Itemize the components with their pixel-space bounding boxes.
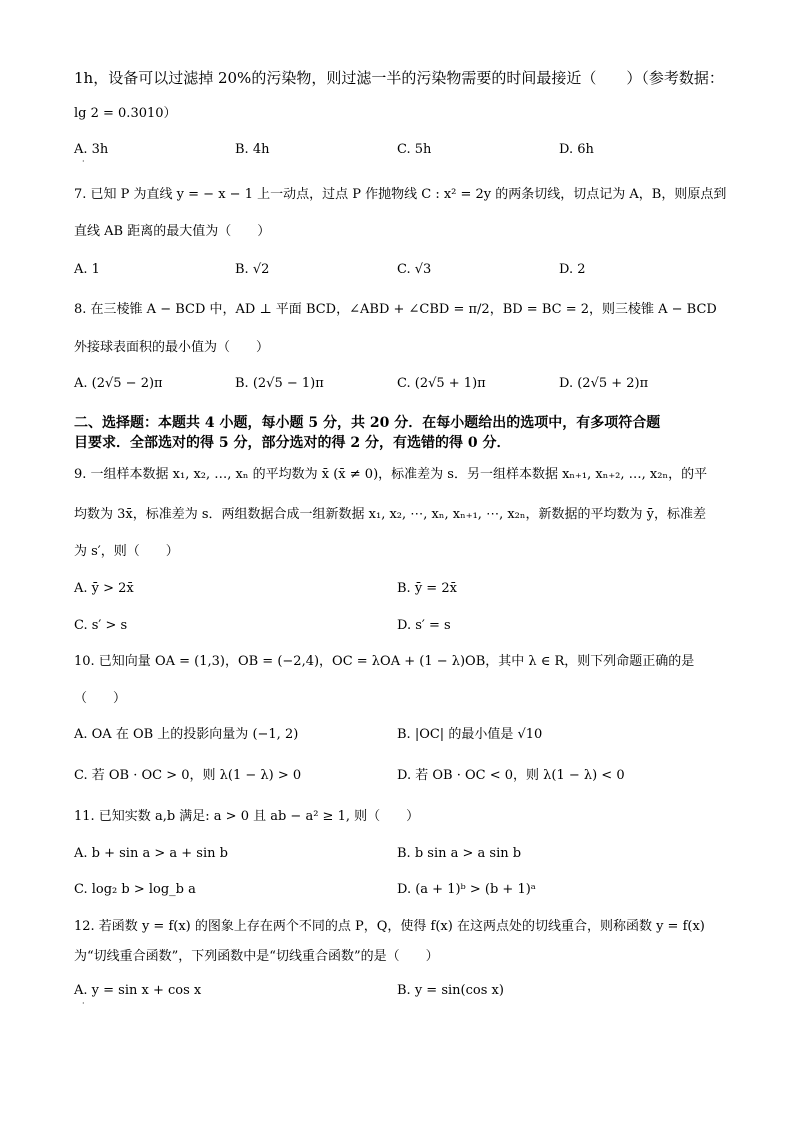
q12-option-b: B. y = sin(cos x) (397, 983, 504, 998)
q7-stem-line2: 直线 AB 距离的最大值为（ ） (74, 224, 271, 239)
q10-stem-line2: （ ） (74, 691, 127, 706)
q8-option-b: B. (2√5 − 1)π (235, 376, 324, 391)
q9-option-a: A. ȳ > 2x̄ (74, 581, 134, 596)
q9-stem-line2: 均数为 3x̄，标准差为 s．两组数据合成一组新数据 x₁, x₂, ⋯, xₙ, xₙ₊₁, ⋯, x₂ₙ，新数据的平均数为 ȳ，标准差 (74, 507, 706, 522)
q9-stem-line3: 为 s′，则（ ） (74, 544, 179, 559)
q7-option-a: A. 1 (74, 262, 100, 277)
marker-dot: · (82, 157, 85, 166)
q11-option-b: B. b sin a > a sin b (397, 846, 522, 861)
q11-stem-line1: 11. 已知实数 a,b 满足: a > 0 且 ab − a² ≥ 1, 则（ ） (74, 809, 420, 824)
marker-dot: · (82, 999, 85, 1008)
q7-option-d: D. 2 (559, 262, 586, 277)
q8-option-d: D. (2√5 + 2)π (559, 376, 649, 391)
q6-option-a: A. 3h (74, 142, 109, 157)
q12-stem-line2: 为“切线重合函数”，下列函数中是“切线重合函数”的是（ ） (74, 949, 439, 964)
q6-stem-line2: lg 2 = 0.3010） (74, 106, 177, 121)
q9-stem-line1: 9. 一组样本数据 x₁, x₂, …, xₙ 的平均数为 x̄ (x̄ ≠ 0)，标准差为 s．另一组样本数据 xₙ₊₁, xₙ₊₂, …, x₂ₙ，的平 (74, 467, 708, 482)
q10-option-a: A. OA 在 OB 上的投影向量为 (−1, 2) (74, 727, 299, 742)
q8-option-c: C. (2√5 + 1)π (397, 376, 486, 391)
q11-option-a: A. b + sin a > a + sin b (74, 846, 228, 861)
q8-option-a: A. (2√5 − 2)π (74, 376, 163, 391)
section-2-heading-line1: 二、选择题：本题共 4 小题，每小题 5 分，共 20 分．在每小题给出的选项中，有多项符合题 (74, 415, 661, 431)
q8-stem-line2: 外接球表面积的最小值为（ ） (74, 340, 270, 355)
q6-option-d: D. 6h (559, 142, 594, 157)
q8-stem-line1: 8. 在三棱锥 A − BCD 中，AD ⊥ 平面 BCD，∠ABD + ∠CBD = π/2，BD = BC = 2，则三棱锥 A − BCD (74, 302, 717, 317)
q7-option-b: B. √2 (235, 262, 270, 277)
q7-option-c: C. √3 (397, 262, 432, 277)
q11-option-d: D. (a + 1)ᵇ > (b + 1)ᵃ (397, 882, 536, 897)
q9-option-b: B. ȳ = 2x̄ (397, 581, 457, 596)
q10-option-b: B. |OC| 的最小值是 √10 (397, 727, 543, 742)
q6-stem-line1: 1h，设备可以过滤掉 20%的污染物，则过滤一半的污染物需要的时间最接近（ ）（参考数据： (74, 69, 724, 87)
q9-option-d: D. s′ = s (397, 618, 451, 633)
q6-option-b: B. 4h (235, 142, 270, 157)
q7-stem-line1: 7. 已知 P 为直线 y = − x − 1 上一动点，过点 P 作抛物线 C : x² = 2y 的两条切线，切点记为 A，B，则原点到 (74, 187, 727, 202)
q12-stem-line1: 12. 若函数 y = f(x) 的图象上存在两个不同的点 P，Q，使得 f(x) 在这两点处的切线重合，则称函数 y = f(x) (74, 919, 705, 934)
q9-option-c: C. s′ > s (74, 618, 128, 633)
q11-option-c: C. log₂ b > log_b a (74, 882, 196, 897)
q10-stem-line1: 10. 已知向量 OA = (1,3)，OB = (−2,4)，OC = λOA + (1 − λ)OB，其中 λ ∈ R，则下列命题正确的是 (74, 654, 695, 669)
q6-option-c: C. 5h (397, 142, 432, 157)
q10-option-c: C. 若 OB · OC > 0，则 λ(1 − λ) > 0 (74, 768, 302, 783)
section-2-heading-line2: 目要求．全部选对的得 5 分，部分选对的得 2 分，有选错的得 0 分． (74, 435, 511, 451)
q12-option-a: A. y = sin x + cos x (74, 983, 202, 998)
q10-option-d: D. 若 OB · OC < 0，则 λ(1 − λ) < 0 (397, 768, 625, 783)
